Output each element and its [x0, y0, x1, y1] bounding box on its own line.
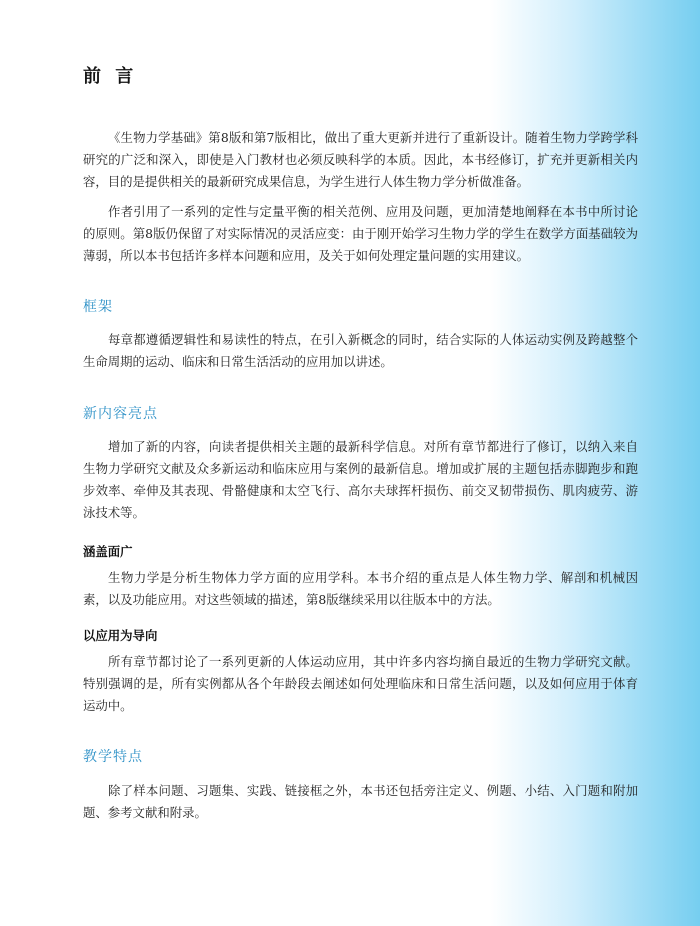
section-heading-highlights: 新内容亮点: [83, 406, 158, 422]
intro-paragraph-2: 作者引用了一系列的定性与定量平衡的相关范例、应用及问题，更加清楚地阐释在本书中所讨论的原则。第8版仍保留了对实际情况的灵活应变：由于刚开始学习生物力学的学生在数学方面基础较为薄弱，所以本书包括许多样本问题和应用，及关于如何处理定量问题的实用建议。: [83, 204, 638, 263]
section-body-highlights: 增加了新的内容，向读者提供相关主题的最新科学信息。对所有章节都进行了修订，以纳入来自生物力学研究文献及众多新运动和临床应用与案例的最新信息。增加或扩展的主题包括赤脚跑步和跑步效率、牵伸及其表现、骨骼健康和太空飞行、高尔夫球挥杆损伤、前交叉韧带损伤、肌肉疲劳、游泳技术等。: [83, 439, 638, 520]
subsection-body-application: 所有章节都讨论了一系列更新的人体运动应用，其中许多内容均摘自最近的生物力学研究文献。特别强调的是，所有实例都从各个年龄段去阐述如何处理临床和日常生活问题，以及如何应用于体育运动中。: [83, 654, 638, 713]
page-title: 前 言: [83, 66, 138, 87]
section-heading-teaching: 教学特点: [83, 749, 143, 765]
intro-paragraph-1: 《生物力学基础》第8版和第7版相比，做出了重大更新并进行了重新设计。随着生物力学跨学科研究的广泛和深入，即使是入门教材也必须反映科学的本质。因此，本书经修订，扩充并更新相关内容，目的是提供相关的最新研究成果信息，为学生进行人体生物力学分析做准备。: [83, 130, 638, 189]
section-body-teaching: 除了样本问题、习题集、实践、链接框之外，本书还包括旁注定义、例题、小结、入门题和附加题、参考文献和附录。: [83, 783, 638, 820]
subsection-body-coverage: 生物力学是分析生物体力学方面的应用学科。本书介绍的重点是人体生物力学、解剖和机械因素，以及功能应用。对这些领域的描述，第8版继续采用以往版本中的方法。: [83, 570, 638, 607]
section-body-framework: 每章都遵循逻辑性和易读性的特点，在引入新概念的同时，结合实际的人体运动实例及跨越整个生命周期的运动、临床和日常生活活动的应用加以讲述。: [83, 332, 638, 369]
subsection-heading-application: 以应用为导向: [83, 628, 158, 643]
section-heading-framework: 框架: [83, 299, 113, 315]
subsection-heading-coverage: 涵盖面广: [83, 544, 133, 559]
